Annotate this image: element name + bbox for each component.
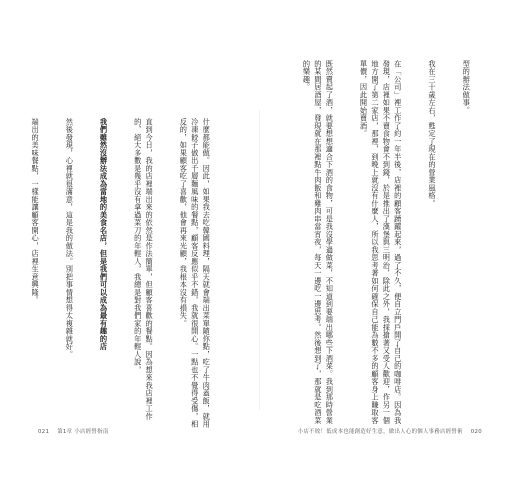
paragraph: 什麼都能做。因此，如果我去吃韓國料理，隔天就會端出菜單隨你點，吃了牛肉蓋飯，就用冷凍餃子做出千層麵風味的餐點，顧客反應似乎不錯，我就很開心。一點也不覺得受傷，相反的，如果顧客吃了喜歡，他會再來光顧，我根本沒有損失。	[179, 118, 212, 428]
left-page-footer	[38, 427, 109, 435]
right-page	[260, 0, 520, 500]
paragraph: 直到今日，我的店裡端出來的依然是作法簡單，但顧客喜歡的餐點。因為想來我店裡工作的，絕大多數是幾乎沒有拿過菜刀的年輕人，我總是對我們家的年輕人說，	[133, 118, 155, 421]
right-page-footer	[298, 427, 482, 435]
page-number: 020	[470, 429, 482, 435]
page-number: 021	[38, 429, 50, 435]
paragraph: 在「公司」裡工作了約一年半後，店裡的顧客踴躍起來，過了不久，便自立門戶開了自己的咖啡店。因為我發現，店裡如果不賣食物會不到錢，於是推出了漢堡與三明治，除此之外，我採搶著又受人歡迎，作另一個地方開了第二家店，那裡，到晚上就沒有什麼人，所以我思考著如何確保自己能為數不多的顧客身上賺取客單價，因此開始賣酒。	[359, 60, 403, 425]
chapter-title: 小店經營指南	[74, 429, 109, 435]
book-title-running-head: 小店不敗！低成本也能創造好生意，做出人心的個人事務店經營術	[297, 429, 463, 435]
paragraph: 我在三十歲左右，甦定了現在的營業風格。	[427, 60, 437, 208]
paragraph: 型的辦法做事。	[462, 60, 472, 115]
right-page-body	[283, 60, 495, 430]
left-page-body	[25, 118, 235, 430]
paragraph: 既然賣起了酒，就要想想適合下酒的食物，可是我沒學過做菜，不知道到要端出哪些下酒菜。我到那時營業的某間居酒屋，發現就在那裡點牛肉飯和雞肉串當宵夜，每天一邊吃一邊思考。然後想到了，那就是吃酒菜的樂趣。	[302, 60, 335, 425]
paragraph: 端出的美味餐點，一樣能讓顧客開心，店裡生意興隆。	[31, 118, 41, 304]
paragraph: 然後發現，心裡就很滿意，這是我的做法。別把事情想得太複雜就好。	[65, 118, 75, 359]
emphasized-phrase: 我們雖然沒辦法成為當地的美食名店，但是我們可以成為最有趣的店	[99, 118, 109, 351]
chapter-label: 第1章	[57, 429, 73, 435]
